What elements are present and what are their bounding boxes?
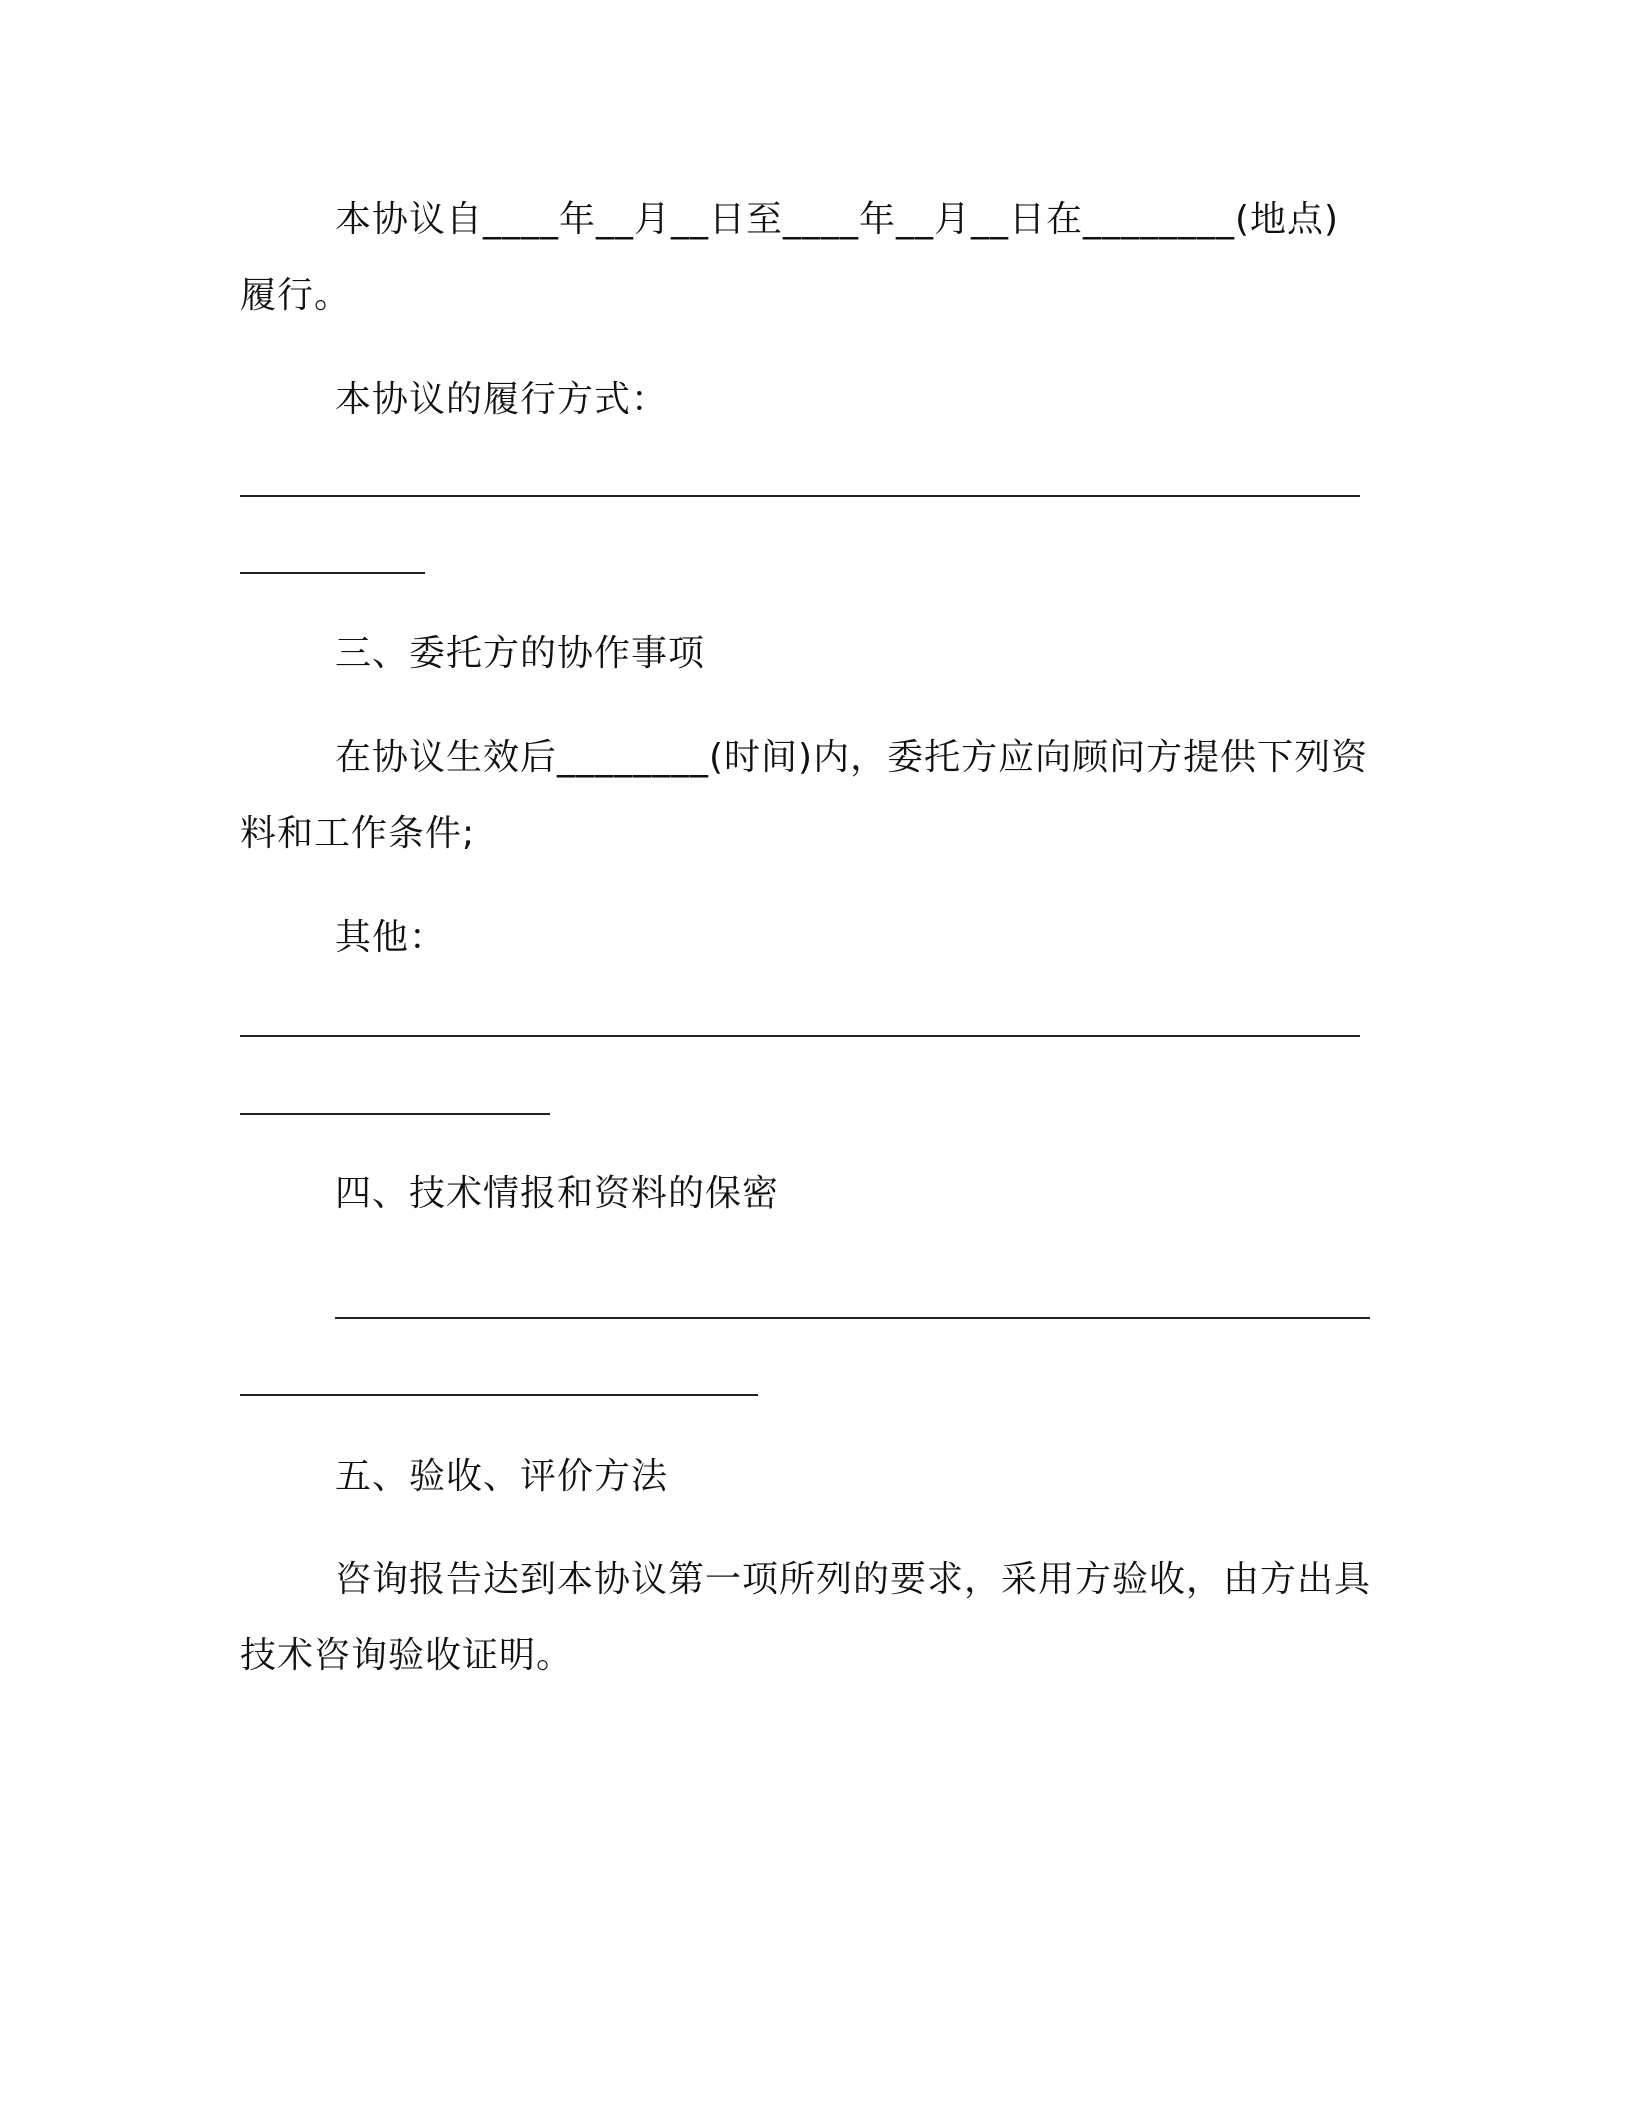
paragraph-term-line-1: 本协议自____年__月__日至____年__月__日在________(地点) [335, 199, 1340, 240]
paragraph-performance-method: 本协议的履行方式： [335, 379, 669, 420]
paragraph-cooperation-line-2: 料和工作条件; [240, 813, 476, 854]
fill-in-blank-line [240, 1394, 758, 1396]
fill-in-blank-line [335, 1317, 1370, 1319]
section-heading-4: 四、技术情报和资料的保密 [335, 1173, 780, 1214]
paragraph-term-line-2: 履行。 [240, 275, 352, 316]
paragraph-acceptance-line-1: 咨询报告达到本协议第一项所列的要求，采用方验收，由方出具 [335, 1559, 1372, 1600]
fill-in-blank-line [240, 1113, 550, 1115]
fill-in-blank-line [240, 1035, 1360, 1037]
fill-in-blank-line [240, 495, 1360, 497]
fill-in-blank-line [240, 572, 425, 574]
section-heading-3: 三、委托方的协作事项 [335, 633, 706, 674]
section-heading-5: 五、验收、评价方法 [335, 1456, 669, 1497]
paragraph-cooperation-line-1: 在协议生效后________(时间)内，委托方应向顾问方提供下列资 [335, 737, 1369, 778]
paragraph-other: 其他： [335, 917, 447, 958]
paragraph-acceptance-line-2: 技术咨询验收证明。 [240, 1635, 574, 1676]
